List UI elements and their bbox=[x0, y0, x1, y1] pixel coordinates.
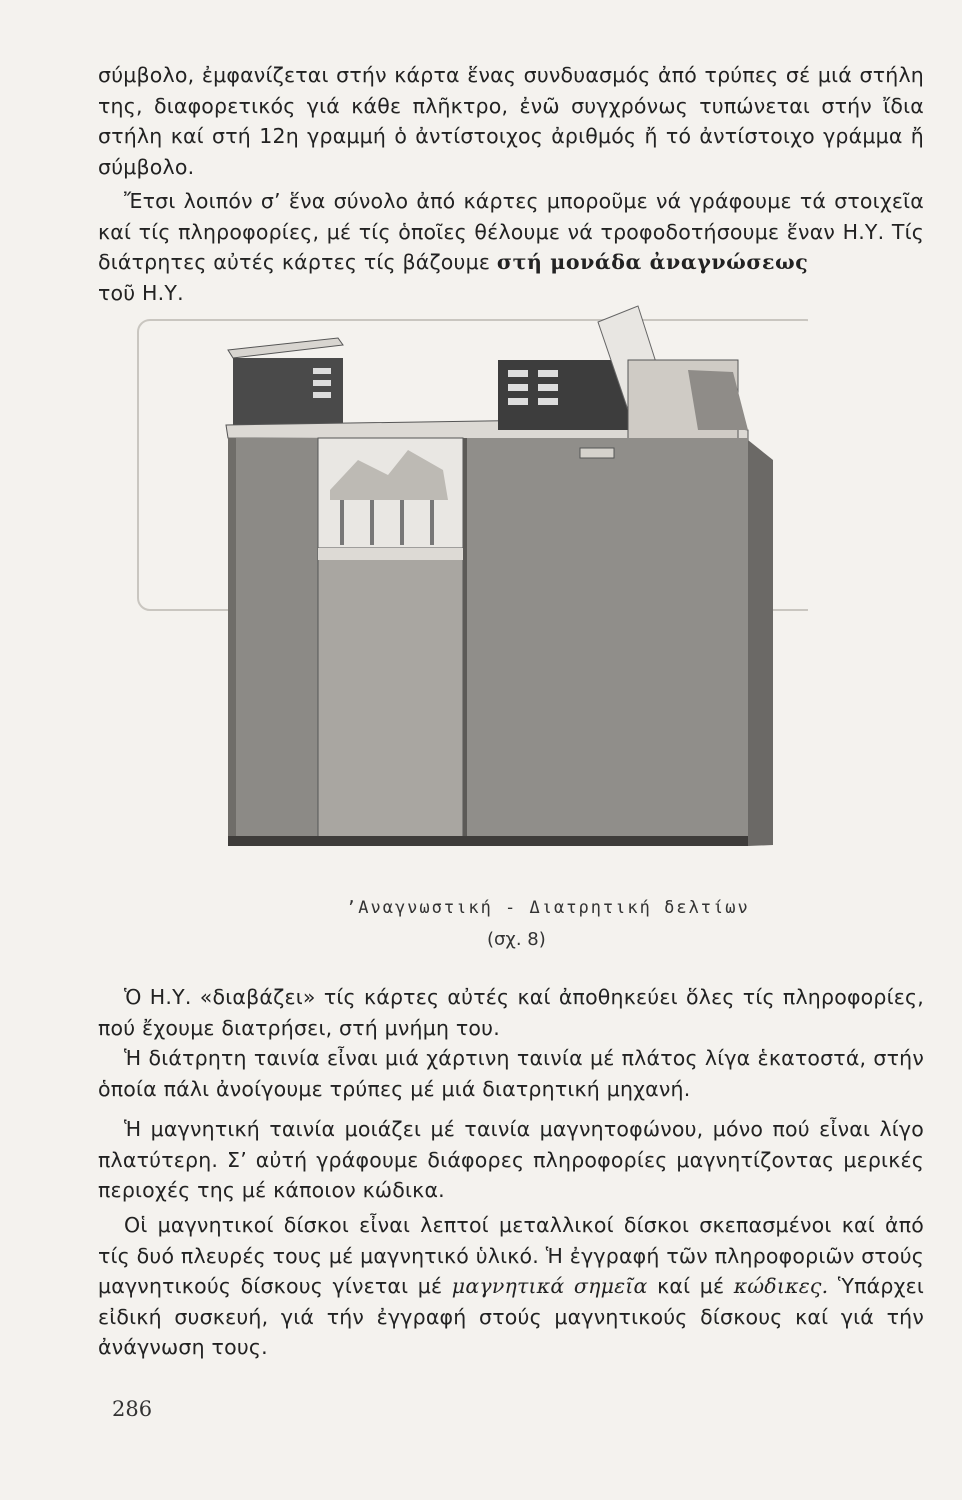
page-number: 286 bbox=[112, 1397, 153, 1421]
figure-number: (σχ. 8) bbox=[487, 929, 546, 950]
paragraph-continuation: σύμβολο, ἐμφανίζεται στήν κάρτα ἕνας συνδυασμός ἀπό τρύπες σέ μιά στήλη της, διαφορετικός γιά κάθε πλῆκτρο, ἐνῶ συγχρόνως τυπώνεται στήν ἴδια στήλη καί στή 12η γραμμή ὁ ἀντίστοιχος ἀριθμός ἤ τό ἀντίστοιχο γράμμα ἤ σύμβολο. bbox=[98, 63, 924, 179]
bold-phrase-reader-unit: στή μονάδα ἀναγνώσεως bbox=[496, 250, 809, 274]
card-reader-punch-photo bbox=[108, 300, 808, 890]
paragraph-magnetic-tape: Ἡ μαγνητική ταινία μοιάζει μέ ταινία μαγνητοφώνου, μόνο πού εἶναι λίγο πλατύτερη. Σ’ αὐτή γράφουμε διάφορες πληροφορίες μαγνητίζοντας μερικές περιοχές της μέ κάποιον κώδικα. bbox=[98, 1117, 924, 1202]
italic-magnetic-points: μαγνητικά σημεῖα bbox=[451, 1274, 648, 1298]
paragraph-magnetic-disks: Οἱ μαγνητικοί δίσκοι εἶναι λεπτοί μεταλλικοί δίσκοι σκεπασμένοι καί ἀπό τίς δυό πλευρές τους μέ μαγνητικό ὑλικό. Ἡ ἐγγραφή τῶν πληροφοριῶν στούς μαγνητικούς δίσκους γίνεται μέ μαγνητικά σημεῖα καί μέ κώδικες. Ὑπάρχει εἰδική συσκευή, γιά τήν ἐγγραφή στούς μαγνητικούς δίσκους καί γιά τήν ἀνάγνωση τους. bbox=[98, 1213, 925, 1359]
paragraph-cards: Ἔτσι λοιπόν σ’ ἕνα σύνολο ἀπό κάρτες μποροῦμε νά γράφουμε τά στοιχεῖα καί τίς πληροφορίες, μέ τίς ὁποῖες θέλουμε νά τροφοδοτήσουμε ἕναν Η.Υ. Τίς διάτρητες αὐτές κάρτες τίς βάζουμε στή μονάδα ἀναγνώσεως τοῦ Η.Υ. bbox=[98, 189, 924, 305]
figure-caption: ʼΑναγνωστική - Διατρητική δελτίων bbox=[346, 898, 750, 918]
paragraph-computer-reads: Ὁ Η.Υ. «διαβάζει» τίς κάρτες αὐτές καί ἀποθηκεύει ὅλες τίς πληροφορίες, πού ἔχουμε διατρήσει, στή μνήμη του. bbox=[98, 985, 924, 1040]
paragraph-punched-tape: Ἡ διάτρητη ταινία εἶναι μιά χάρτινη ταινία μέ πλάτος λίγα ἑκατοστά, στήν ὁποία πάλι ἀνοίγουμε τρύπες μέ μιά διατρητική μηχανή. bbox=[98, 1046, 924, 1101]
italic-codes: κώδικες. bbox=[733, 1274, 829, 1298]
